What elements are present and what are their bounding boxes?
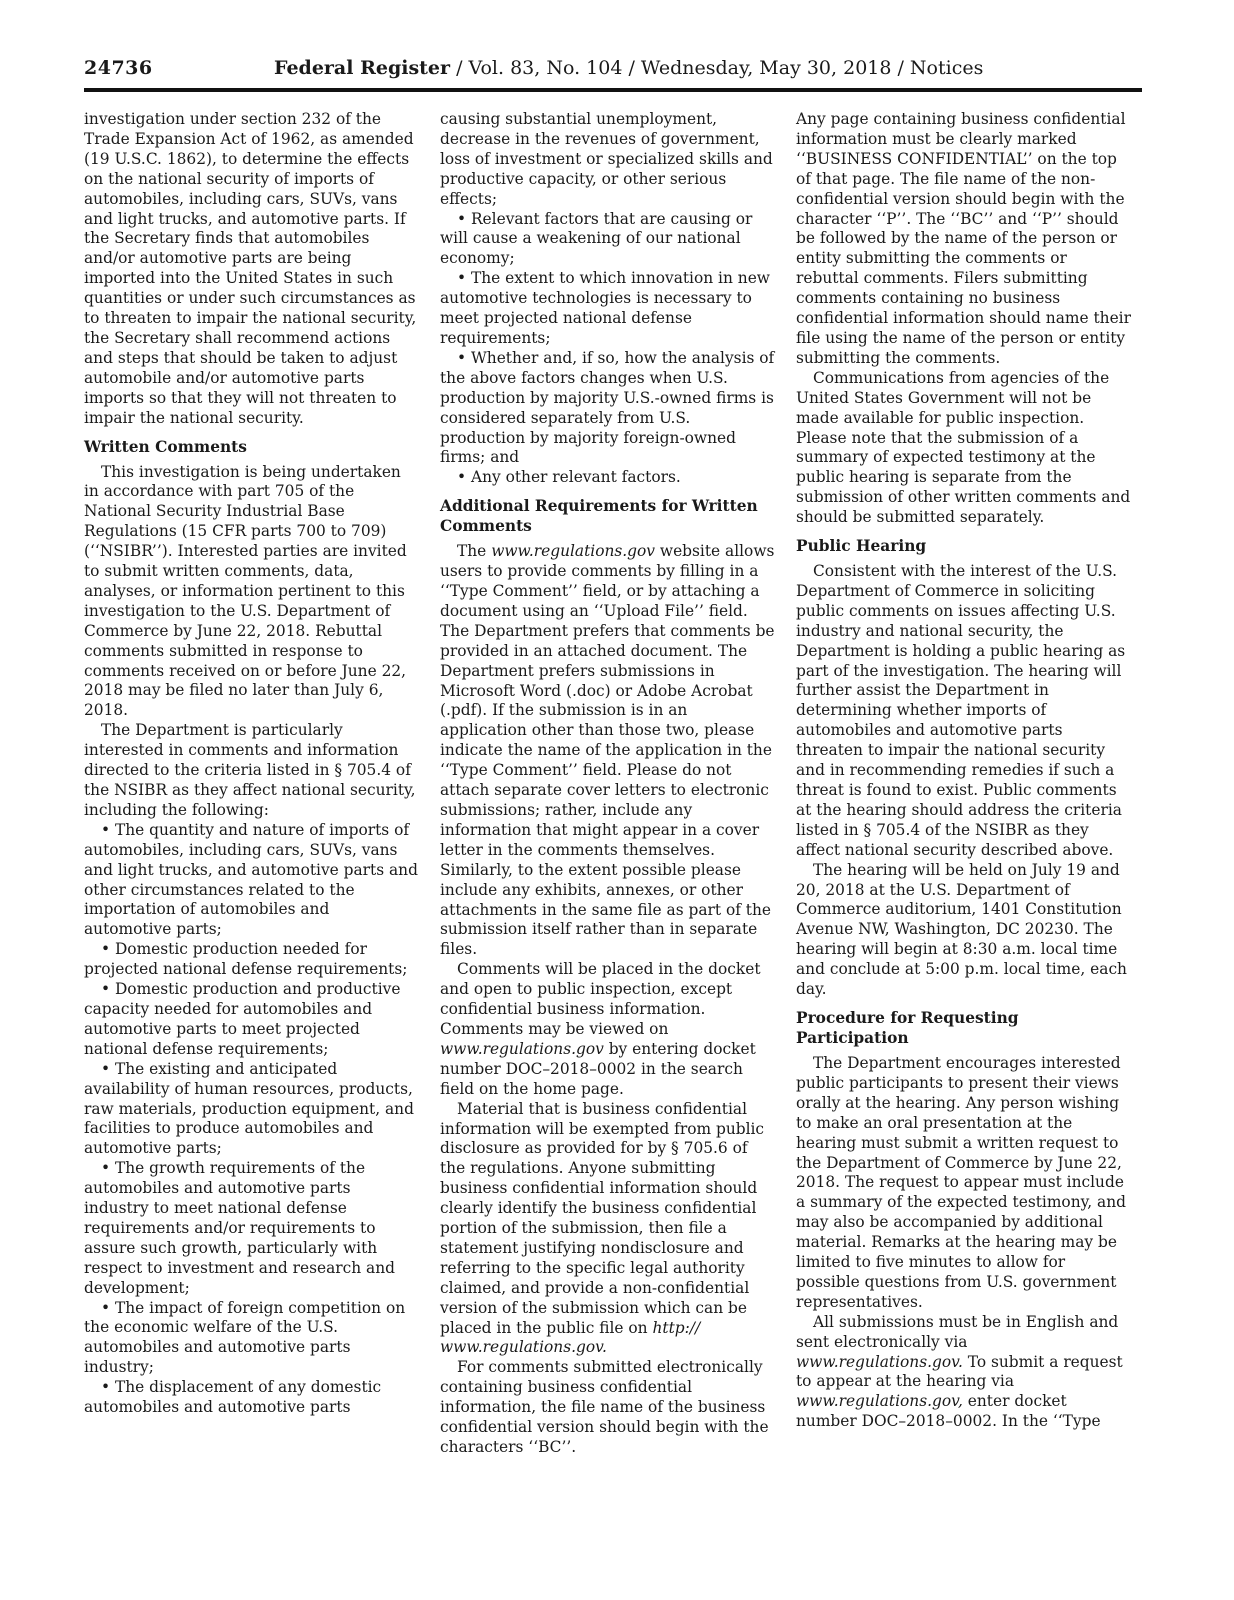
- text-run: Material that is business confidential information will be exempted from public disclosure as provided for by § 705.6 of the regulations. Anyone submitting business confidential information should clearly identify the business confidential portion of the submission, then file a statement justifying nondisclosure and referring to the specific legal authority claimed, and provide a non-confidential version of the submission which can be placed in the public file on: [440, 1099, 765, 1337]
- header-rule: [84, 88, 1142, 92]
- running-head: [274, 57, 983, 79]
- paragraph: [440, 1100, 776, 1359]
- bullet-item: • The impact of foreign competition on the economic welfare of the U.S. automobiles and automotive parts industry;: [84, 1298, 406, 1377]
- text-run: To submit a request to appear at the hearing via: [796, 1352, 1123, 1391]
- paragraph: [440, 960, 776, 1099]
- paragraph: investigation under section 232 of the Trade Expansion Act of 1962, as amended (19 U.S.C. 1862), to determine the effects on the national security of imports of automobiles, including cars, SUVs, vans and light trucks, and automotive parts. If the Secretary finds that automobiles and/or automotive parts are being imported into the United States in such quantities or under such circumstances as to threaten to impair the national security, the Secretary shall recommend actions and steps that should be taken to adjust automobile and/or automotive parts imports so that they will not threaten to impair the national security.: [84, 110, 417, 427]
- bullet-item: • Domestic production and productive capacity needed for automobiles and automotive parts to meet projected national defense requirements;: [84, 980, 401, 1058]
- regulations-link[interactable]: http:// www.regulations.gov.: [440, 1318, 701, 1357]
- paragraph: [796, 1313, 1132, 1432]
- regulations-link[interactable]: www.regulations.gov: [440, 1039, 604, 1058]
- bullet-item: • The existing and anticipated availability of human resources, products, raw materials, production equipment, and facilities to produce automobiles and automotive parts;: [84, 1059, 414, 1158]
- paragraph: Communications from agencies of the United States Government will not be made available for public inspection. Please note that the submission of a summary of expected testimony at the public hearing is separate from the submission of other written comments and should be submitted separately.: [796, 368, 1131, 527]
- paragraph: This investigation is being undertaken in accordance with part 705 of the National Security Industrial Base Regulations (15 CFR parts 700 to 709) (‘‘NSIBR’’). Interested parties are invited to submit written comments, data, analyses, or information pertinent to this investigation to the U.S. Department of Commerce by June 22, 2018. Rebuttal comments submitted in response to comments received on or before June 22, 2018 may be filed no later than July 6, 2018.: [84, 462, 407, 720]
- column-1: [84, 110, 420, 1418]
- text-run: enter docket number DOC–2018–0002. In the ‘‘Type: [796, 1392, 1101, 1431]
- bullet-item: • Relevant factors that are causing or will cause a weakening of our national economy;: [440, 209, 753, 268]
- text-run: The: [457, 542, 492, 561]
- paragraph: The hearing will be held on July 19 and 20, 2018 at the U.S. Department of Commerce auditorium, 1401 Constitution Avenue NW, Washington, DC 20230. The hearing will begin at 8:30 a.m. local time and conclude at 5:00 p.m. local time, each day.: [796, 860, 1127, 999]
- text-run: All submissions must be in English and sent electronically via: [796, 1312, 1119, 1351]
- paragraph: The Department encourages interested public participants to present their views orally at the hearing. Any person wishing to make an oral presentation at the hearing must submit a written request to the Department of Commerce by June 22, 2018. The request to appear must include a summary of the expected testimony, and may also be accompanied by additional material. Remarks at the hearing may be limited to five minutes to allow for possible questions from U.S. government representatives.: [796, 1053, 1126, 1311]
- column-2: [440, 110, 776, 1458]
- paragraph: causing substantial unemployment, decrease in the revenues of government, loss of investment or specialized skills and productive capacity, or other serious effects;: [440, 110, 773, 208]
- section-heading-written-comments: Written Comments: [84, 437, 247, 456]
- text-run: website allows users to provide comments by filling in a ‘‘Type Comment’’ field, or by attaching a document using an ‘‘Upload File’’ field. The Department prefers that comments be provided in an attached document. The Department prefers submissions in Microsoft Word (.doc) or Adobe Acrobat (.pdf). If the submission is in an application other than those two, please indicate the name of the application in the ‘‘Type Comment’’ field. Please do not attach separate cover letters to electronic submissions; rather, include any information that might appear in a cover letter in the comments themselves. Similarly, to the extent possible please include any exhibits, annexes, or other attachments in the same file as part of the submission itself rather than in separate files.: [440, 542, 775, 959]
- regulations-link[interactable]: www.regulations.gov.: [796, 1352, 963, 1371]
- paragraph: For comments submitted electronically containing business confidential information, the file name of the business confidential version should begin with the characters ‘‘BC’’.: [440, 1358, 769, 1456]
- paragraph: Consistent with the interest of the U.S. Department of Commerce in soliciting public comments on issues affecting U.S. industry and national security, the Department is holding a public hearing as part of the investigation. The hearing will further assist the Department in determining whether imports of automobiles and automotive parts threaten to impair the national security and in recommending remedies if such a threat is found to exist. Public comments at the hearing should address the criteria listed in § 705.4 of the NSIBR as they affect national security described above.: [796, 562, 1126, 859]
- bullet-item: • The displacement of any domestic automobiles and automotive parts: [84, 1378, 382, 1417]
- page-header: [84, 57, 1142, 87]
- section-heading-procedure: Procedure for Requesting Participation: [796, 1008, 1019, 1047]
- paragraph: Any page containing business confidential information must be clearly marked ‘‘BUSINESS CONFIDENTIAL’’ on the top of that page. The file name of the non-confidential version should begin with the character ‘‘P’’. The ‘‘BC’’ and ‘‘P’’ should be followed by the name of the person or entity submitting the comments or rebuttal comments. Filers submitting comments containing no business confidential information should name their file using the name of the person or entity submitting the comments.: [796, 110, 1131, 367]
- bullet-item: • Domestic production needed for projected national defense requirements;: [84, 940, 408, 979]
- bullet-item: • The quantity and nature of imports of automobiles, including cars, SUVs, vans and light trucks, and automotive parts and other circumstances related to the importation of automobiles and automotive parts;: [84, 820, 418, 939]
- text-run: Comments will be placed in the docket and open to public inspection, except confidential business information. Comments may be viewed on: [440, 960, 761, 1038]
- bullet-item: • Whether and, if so, how the analysis of the above factors changes when U.S. production by majority U.S.-owned firms is considered separately from U.S. production by majority foreign-owned firms; and: [440, 348, 775, 467]
- section-heading-public-hearing: Public Hearing: [796, 537, 927, 556]
- text-run: by entering docket number DOC–2018–0002 in the search field on the home page.: [440, 1039, 756, 1098]
- column-3: [796, 110, 1132, 1432]
- bullet-item: • Any other relevant factors.: [457, 468, 681, 487]
- bullet-item: • The extent to which innovation in new automotive technologies is necessary to meet projected national defense requirements;: [440, 269, 770, 347]
- bullet-item: • The growth requirements of the automobiles and automotive parts industry to meet national defense requirements and/or requirements to assure such growth, particularly with respect to investment and research and development;: [84, 1159, 395, 1297]
- issue-info: / Vol. 83, No. 104 / Wednesday, May 30, 2018 / Notices: [450, 57, 984, 79]
- regulations-link[interactable]: www.regulations.gov,: [796, 1392, 963, 1411]
- page-number: 24736: [84, 57, 153, 79]
- paragraph: [440, 542, 776, 960]
- journal-title: Federal Register: [274, 57, 451, 79]
- paragraph: The Department is particularly interested in comments and information directed to the criteria listed in § 705.4 of the NSIBR as they affect national security, including the following:: [84, 721, 416, 819]
- regulations-link[interactable]: www.regulations.gov: [491, 542, 655, 561]
- section-heading-additional-requirements: Additional Requirements for Written Comments: [440, 497, 758, 536]
